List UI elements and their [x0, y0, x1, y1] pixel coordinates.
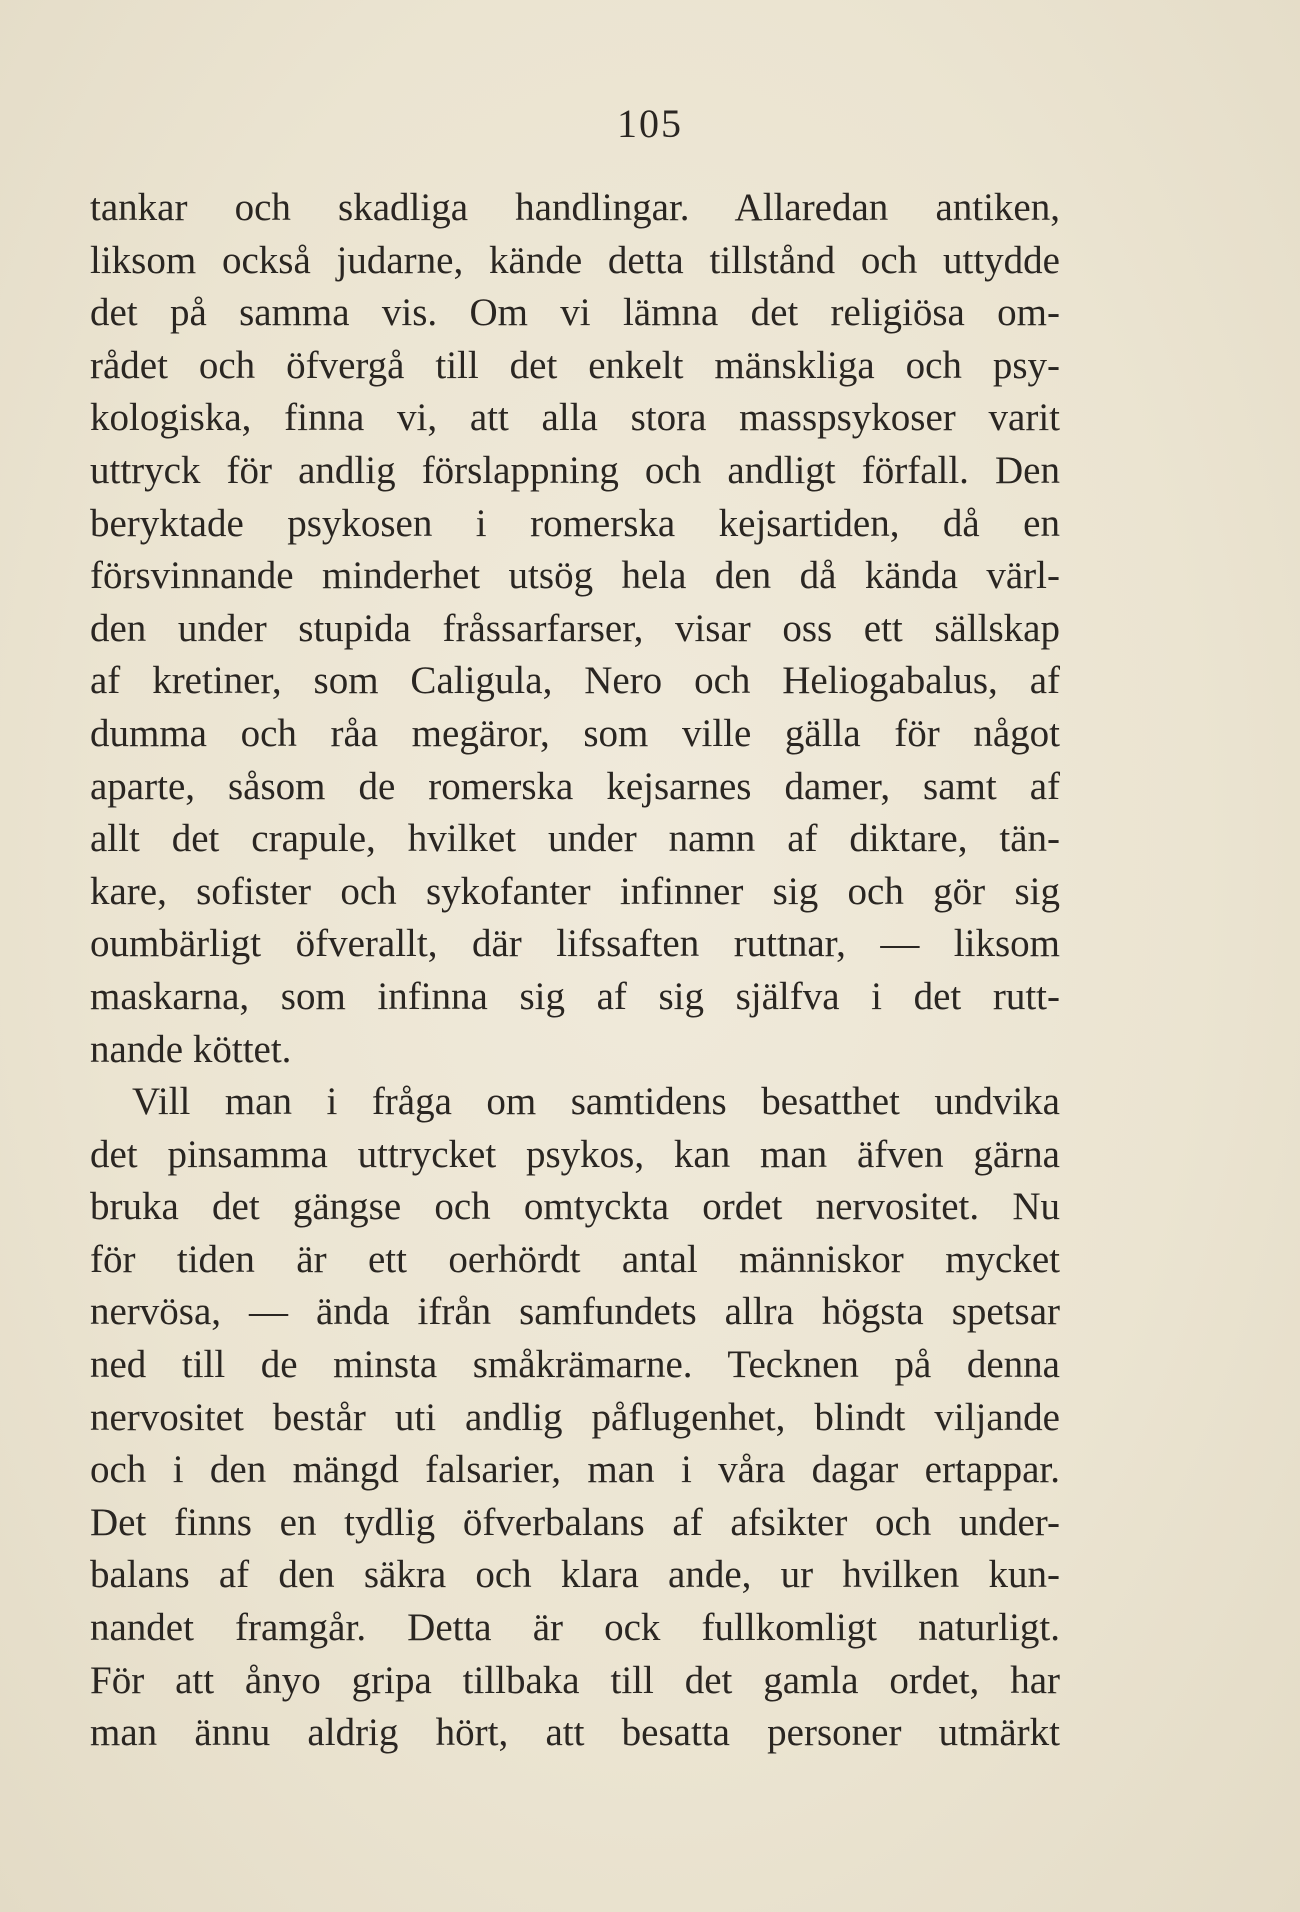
text-line: uttryck för andlig förslappning och andligt förfall. Den [90, 448, 1060, 492]
text-line: det pinsamma uttrycket psykos, kan man äfven gärna [90, 1132, 1060, 1176]
text-line: den under stupida fråssarfarser, visar oss ett sällskap [90, 606, 1060, 650]
text-line: nandet framgår. Detta är ock fullkomligt naturligt. [90, 1606, 1060, 1650]
text-line: liksom också judarne, kände detta tillstånd och uttydde [90, 238, 1060, 282]
text-line: rådet och öfvergå till det enkelt mänskliga och psy- [90, 343, 1060, 387]
text-line: aparte, såsom de romerska kejsarnes damer, samt af [90, 764, 1060, 808]
text-line: kologiska, finna vi, att alla stora masspsykoser varit [90, 396, 1060, 440]
paragraph-end-line: nande köttet. [90, 1027, 292, 1071]
text-line: Det finns en tydlig öfverbalans af afsikter och under- [90, 1500, 1060, 1544]
text-line: tankar och skadliga handlingar. Allaredan antiken, [90, 186, 1060, 229]
text-line: nervositet består uti andlig påflugenhet, blindt viljande [90, 1395, 1060, 1439]
text-line: och i den mängd falsarier, man i våra dagar ertappar. [90, 1448, 1060, 1492]
text-line: dumma och råa megäror, som ville gälla för något [90, 711, 1060, 755]
body-text [90, 182, 1060, 1760]
text-line: för tiden är ett oerhördt antal människor mycket [90, 1237, 1060, 1281]
text-line: bruka det gängse och omtyckta ordet nervositet. Nu [90, 1185, 1060, 1229]
text-line: balans af den säkra och klara ande, ur hvilken kun- [90, 1553, 1060, 1597]
text-line: det på samma vis. Om vi lämna det religiösa om- [90, 291, 1060, 335]
text-line: För att ånyo gripa tillbaka till det gamla ordet, har [90, 1658, 1060, 1702]
text-line: beryktade psykosen i romerska kejsartiden, då en [90, 501, 1060, 545]
text-line: man ännu aldrig hört, att besatta personer utmärkt [90, 1711, 1060, 1755]
text-line: allt det crapule, hvilket under namn af diktare, tän- [90, 817, 1060, 861]
text-line: kare, sofister och sykofanter infinner sig och gör sig [90, 869, 1060, 913]
text-line: nervösa, — ända ifrån samfundets allra högsta spetsar [90, 1290, 1060, 1334]
text-line: ned till de minsta småkrämarne. Tecknen på denna [90, 1343, 1060, 1387]
paragraph-start-line: Vill man i fråga om samtidens besatthet undvika [132, 1080, 1060, 1124]
text-line: försvinnande minderhet utsög hela den då kända värl- [90, 554, 1060, 598]
text-line: oumbärligt öfverallt, där lifssaften ruttnar, — liksom [90, 922, 1060, 966]
text-line: maskarna, som infinna sig af sig själfva i det rutt- [90, 974, 1060, 1018]
page-number: 105 [617, 101, 683, 146]
text-line: af kretiner, som Caligula, Nero och Heliogabalus, af [90, 659, 1060, 703]
